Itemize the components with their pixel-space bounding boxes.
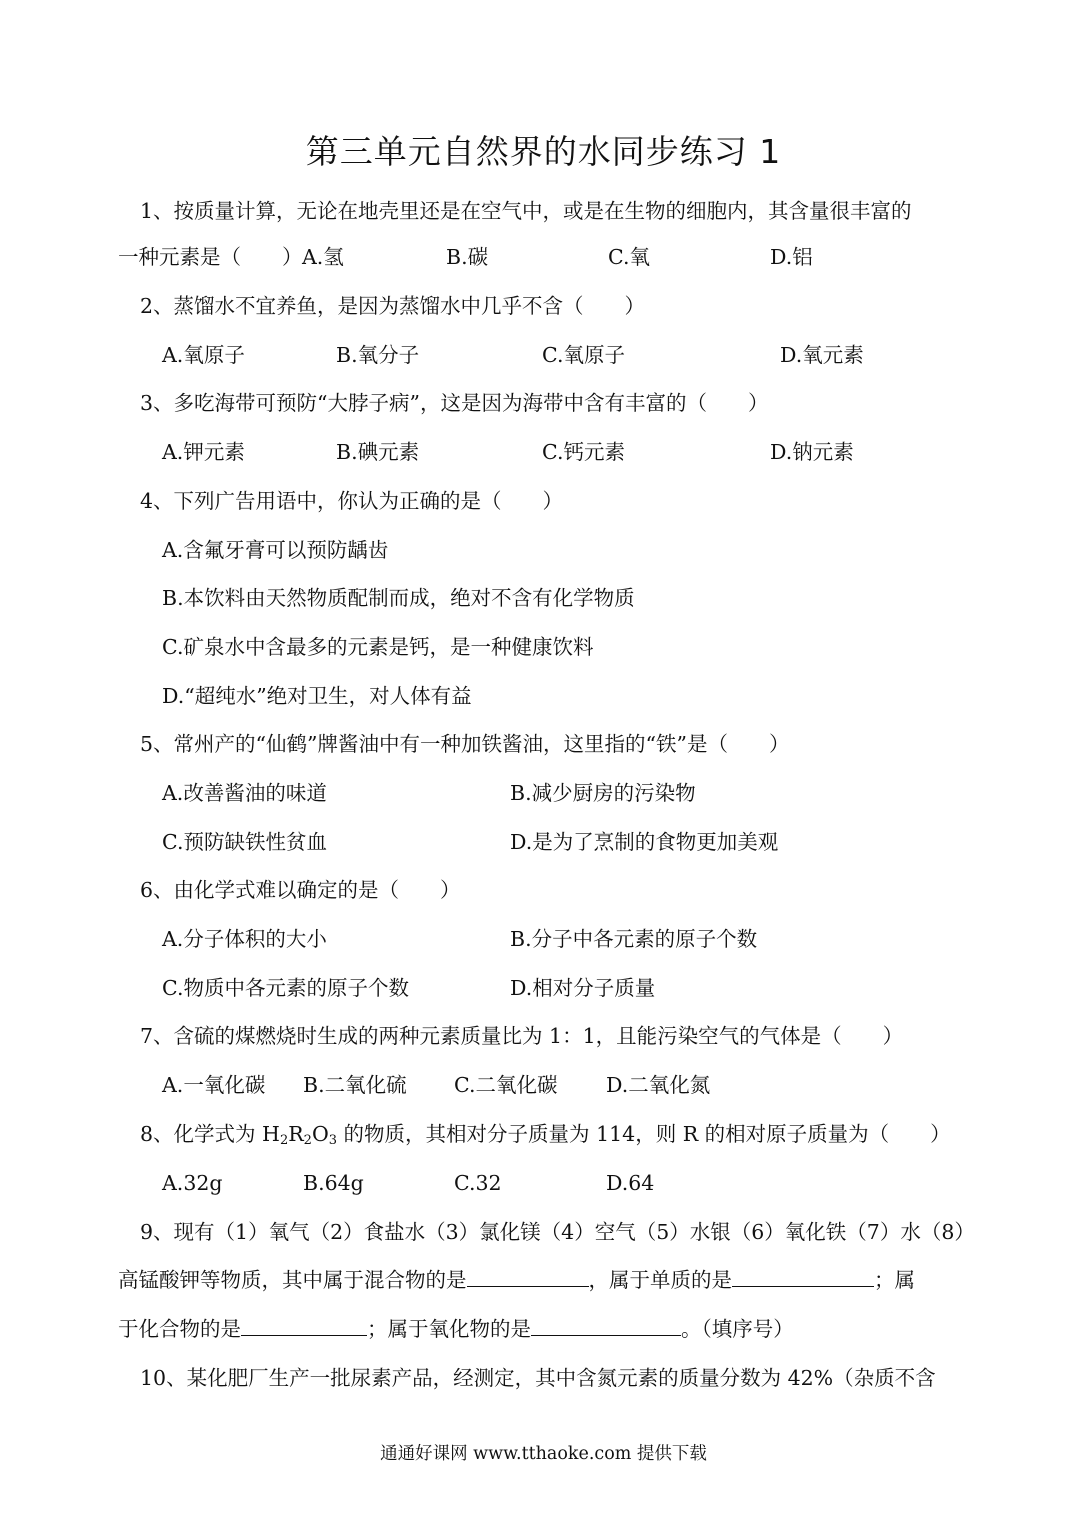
- question-5-option-a: A.改善酱油的味道: [162, 781, 327, 805]
- question-8-subscript-r: 2: [303, 1133, 312, 1148]
- question-1-line-2: 一种元素是（ ）: [118, 245, 303, 269]
- question-8-stem-pre: 8、化学式为 H: [140, 1122, 280, 1146]
- question-2-option-d: D.氧元素: [780, 343, 864, 367]
- question-6-option-b: B.分子中各元素的原子个数: [510, 927, 758, 951]
- question-4-stem: 4、下列广告用语中，你认为正确的是（ ）: [140, 489, 564, 513]
- question-9-text-oxide: ；属于氧化物的是: [367, 1317, 531, 1341]
- question-5-stem: 5、常州产的“仙鹤”牌酱油中有一种加铁酱油，这里指的“铁”是（ ）: [140, 732, 790, 756]
- question-1-option-d: D.铝: [770, 245, 813, 269]
- question-9-text-end: 。（填序号）: [681, 1317, 794, 1341]
- question-7-option-d: D.二氧化氮: [606, 1073, 711, 1097]
- question-6-option-d: D.相对分子质量: [510, 976, 656, 1000]
- compound-answer-blank[interactable]: [241, 1315, 367, 1336]
- question-7-stem: 7、含硫的煤燃烧时生成的两种元素质量比为 1：1，且能污染空气的气体是（ ）: [140, 1024, 904, 1048]
- question-2-option-a: A.氧原子: [162, 343, 245, 367]
- question-4-option-d: D.“超纯水”绝对卫生，对人体有益: [162, 684, 472, 708]
- question-1-line-1: 1、按质量计算，无论在地壳里还是在空气中，或是在生物的细胞内，其含量很丰富的: [140, 199, 912, 223]
- question-6-option-a: A.分子体积的大小: [162, 927, 327, 951]
- question-8-stem-post: 的物质，其相对分子质量为 114，则 R 的相对原子质量为（ ）: [337, 1122, 951, 1146]
- question-5-option-c: C.预防缺铁性贫血: [162, 830, 327, 854]
- question-6-stem: 6、由化学式难以确定的是（ ）: [140, 878, 461, 902]
- question-7-option-a: A.一氧化碳: [162, 1073, 266, 1097]
- element-answer-blank[interactable]: [732, 1266, 874, 1287]
- question-8-subscript-h: 2: [279, 1133, 289, 1148]
- question-3-option-b: B.碘元素: [336, 440, 420, 464]
- question-9-text-compound: 于化合物的是: [118, 1317, 241, 1341]
- question-3-stem: 3、多吃海带可预防“大脖子病”，这是因为海带中含有丰富的（ ）: [140, 391, 769, 415]
- question-8-option-c: C.32: [454, 1171, 502, 1195]
- mixture-answer-blank[interactable]: [467, 1266, 589, 1287]
- footer-watermark: 通通好课网 www.tthaoke.com 提供下载: [380, 1444, 707, 1464]
- question-8-stem: [140, 1120, 951, 1148]
- question-6-option-c: C.物质中各元素的原子个数: [162, 976, 409, 1000]
- oxide-answer-blank[interactable]: [531, 1315, 681, 1336]
- question-8-option-a: A.32g: [162, 1171, 223, 1195]
- question-2-option-b: B.氧分子: [336, 343, 420, 367]
- question-9-line-1: 9、现有（1）氧气（2）食盐水（3）氯化镁（4）空气（5）水银（6）氧化铁（7）水（8）: [140, 1220, 975, 1244]
- question-1-option-a: A.氢: [302, 245, 344, 269]
- question-9-line-3: [118, 1315, 794, 1343]
- question-8-symbol-r: R: [288, 1122, 304, 1146]
- question-9-line-2: [118, 1266, 915, 1294]
- question-2-stem: 2、蒸馏水不宜养鱼，是因为蒸馏水中几乎不含（ ）: [140, 294, 646, 318]
- question-3-option-a: A.钾元素: [162, 440, 245, 464]
- question-9-text-mixture: 高锰酸钾等物质，其中属于混合物的是: [118, 1268, 467, 1292]
- question-9-text-element: ，属于单质的是: [588, 1268, 732, 1292]
- page-title: 第三单元自然界的水同步练习 1: [305, 132, 782, 171]
- question-5-option-b: B.减少厨房的污染物: [510, 781, 696, 805]
- question-4-option-b: B.本饮料由天然物质配制而成，绝对不含有化学物质: [162, 586, 635, 610]
- question-1-option-c: C.氧: [608, 245, 650, 269]
- question-1-option-b: B.碳: [446, 245, 489, 269]
- question-10-line-1: 10、某化肥厂生产一批尿素产品，经测定，其中含氮元素的质量分数为 42%（杂质不含: [140, 1366, 936, 1390]
- question-8-option-d: D.64: [606, 1171, 655, 1195]
- question-8-option-b: B.64g: [303, 1171, 364, 1195]
- question-5-option-d: D.是为了烹制的食物更加美观: [510, 830, 779, 854]
- question-4-option-a: A.含氟牙膏可以预防龋齿: [162, 538, 389, 562]
- question-8-symbol-o: O: [311, 1122, 329, 1146]
- question-3-option-d: D.钠元素: [770, 440, 854, 464]
- question-7-option-b: B.二氧化硫: [303, 1073, 407, 1097]
- question-7-option-c: C.二氧化碳: [454, 1073, 558, 1097]
- question-3-option-c: C.钙元素: [542, 440, 625, 464]
- question-9-text-tail: ；属: [874, 1268, 915, 1292]
- question-8-subscript-o: 3: [328, 1133, 338, 1148]
- question-4-option-c: C.矿泉水中含最多的元素是钙，是一种健康饮料: [162, 635, 594, 659]
- question-2-option-c: C.氧原子: [542, 343, 625, 367]
